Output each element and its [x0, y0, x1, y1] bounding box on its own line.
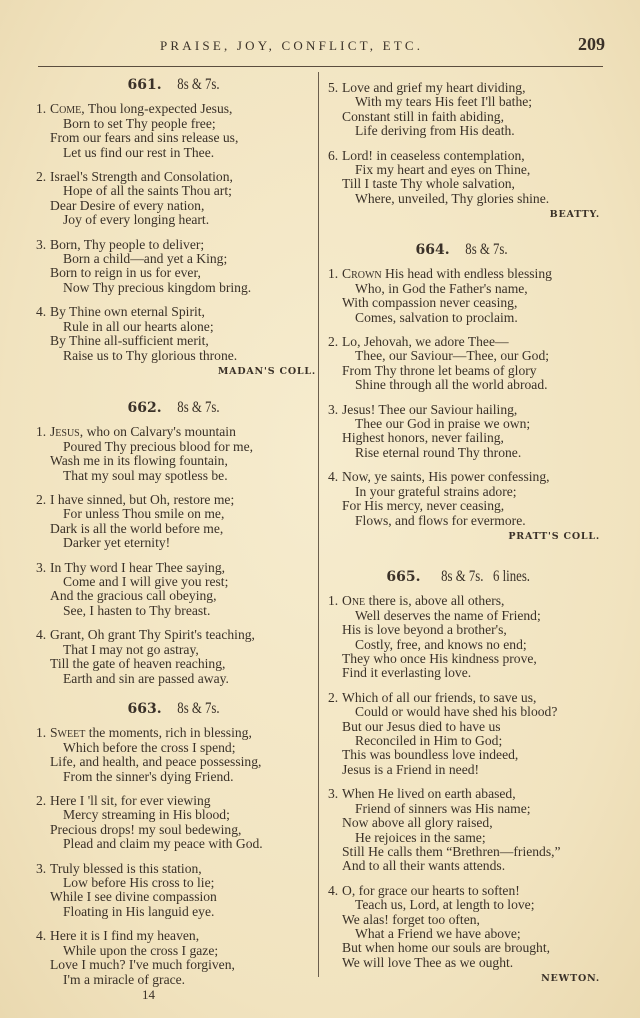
verse-line	[36, 741, 316, 755]
verse-line	[36, 440, 316, 454]
verse-line	[328, 859, 600, 873]
verse-line	[328, 884, 600, 898]
stanza-number: 5.	[328, 80, 339, 95]
verse-line	[328, 95, 600, 109]
verse-text: who on Calvary's mountain	[86, 424, 236, 440]
verse-line	[328, 816, 600, 830]
verse-text: While upon the cross I gaze;	[63, 942, 219, 958]
hymn-number: 664.	[415, 242, 450, 258]
verse-line	[328, 149, 600, 163]
verse-text: Here I 'll sit, for ever viewing	[50, 793, 211, 809]
stanza-number: 2.	[328, 689, 339, 705]
verse-line	[328, 913, 600, 927]
verse-text: Who, in God the Father's name,	[355, 280, 528, 296]
stanza	[36, 794, 316, 852]
verse-text: What a Friend we have above;	[355, 925, 521, 941]
header-rule	[38, 66, 603, 67]
stanza	[328, 81, 600, 139]
verse-text: Now Thy precious kingdom bring.	[63, 279, 252, 295]
verse-text: Love I much? I've much forgiven,	[50, 957, 235, 973]
verse-line	[328, 623, 600, 637]
verse-line	[36, 628, 316, 642]
verse-line	[36, 334, 316, 348]
stanza-number: 1.	[36, 101, 47, 117]
verse-line	[328, 335, 600, 349]
verse-line	[328, 110, 600, 124]
verse-text: Life, and health, and peace possessing,	[50, 754, 262, 770]
verse-line	[328, 763, 600, 777]
verse-text: Born to set Thy people free;	[63, 115, 216, 131]
verse-line	[36, 794, 316, 808]
hymn-heading	[36, 702, 316, 716]
stanza	[328, 884, 600, 970]
verse-text: the moments, rich in blessing,	[88, 725, 252, 741]
page-number: 209	[578, 34, 605, 54]
verse-line	[36, 238, 316, 252]
stanza-number: 4.	[328, 882, 339, 898]
verse-text: I have sinned, but Oh, restore me;	[50, 492, 235, 508]
verse-text: Joy of every longing heart.	[63, 212, 210, 228]
verse-text: Thee, our Saviour—Thee, our God;	[355, 348, 550, 364]
verse-text: Precious drops! my soul bedewing,	[50, 821, 242, 837]
stanza	[36, 493, 316, 551]
verse-text: Thou long-expected Jesus,	[87, 101, 233, 117]
verse-line	[36, 252, 316, 266]
verse-line	[328, 956, 600, 970]
stanza-number: 3.	[328, 401, 339, 417]
verse-text: Well deserves the name of Friend;	[355, 607, 541, 623]
hymn-meter: 8s & 7s.	[464, 241, 508, 258]
verse-text: His head with endless blessing	[385, 266, 552, 282]
verse-text: That I may not go astray,	[63, 641, 199, 657]
verse-line	[36, 507, 316, 521]
hymn-meter: 8s & 7s.	[176, 700, 220, 717]
verse-text: He rejoices in the same;	[355, 829, 486, 845]
hymn-author: MADAN'S COLL.	[217, 365, 316, 377]
verse-text: Born, Thy people to deliver;	[50, 236, 205, 252]
verse-line	[328, 720, 600, 734]
verse-line	[36, 266, 316, 280]
stanza-number: 1.	[36, 424, 47, 440]
hymn-number: 663.	[127, 701, 162, 717]
verse-line	[36, 146, 316, 160]
verse-text: Darker yet eternity!	[63, 535, 171, 551]
verse-line	[328, 734, 600, 748]
verse-text: Grant, Oh grant Thy Spirit's teaching,	[50, 627, 255, 643]
verse-text: Still He calls them “Brethren—friends,”	[342, 843, 561, 859]
verse-line	[36, 589, 316, 603]
verse-line	[36, 944, 316, 958]
stanza	[36, 305, 316, 363]
verse-text: Now above all glory raised,	[342, 815, 493, 831]
verse-line	[328, 282, 600, 296]
verse-text: Let us find our rest in Thee.	[63, 144, 215, 160]
hymn-heading	[36, 78, 316, 92]
verse-text: See, I hasten to Thy breast.	[63, 602, 211, 618]
verse-text: Wash me in its flowing fountain,	[50, 453, 228, 469]
verse-line	[36, 561, 316, 575]
stanza	[328, 267, 600, 325]
hymn	[36, 401, 316, 696]
stanza	[36, 726, 316, 784]
verse-text: Till I taste Thy whole salvation,	[342, 176, 515, 192]
verse-text: Which before the cross I spend;	[63, 739, 236, 755]
verse-line	[36, 117, 316, 131]
verse-line	[36, 823, 316, 837]
hymn-heading	[328, 570, 600, 584]
verse-line	[36, 199, 316, 213]
verse-text: For His mercy, never ceasing,	[342, 498, 505, 514]
verse-text: Find it everlasting love.	[342, 665, 472, 681]
verse-line	[36, 755, 316, 769]
stanza-number: 2.	[36, 793, 47, 809]
verse-line	[328, 831, 600, 845]
verse-line	[36, 425, 316, 439]
verse-line	[36, 726, 316, 740]
verse-line	[328, 349, 600, 363]
hymn-author: NEWTON.	[541, 973, 600, 985]
running-head: PRAISE, JOY, CONFLICT, ETC.	[160, 38, 424, 53]
verse-text: Costly, free, and knows no end;	[355, 636, 527, 652]
verse-line	[36, 349, 316, 363]
verse-text: Life deriving from His death.	[355, 123, 515, 139]
verse-line	[328, 638, 600, 652]
verse-text: Reconciled in Him to God;	[355, 733, 503, 749]
stanza-number: 3.	[36, 236, 47, 252]
verse-line	[36, 876, 316, 890]
verse-text: While I see divine compassion	[50, 889, 217, 905]
verse-line	[328, 417, 600, 431]
verse-line	[328, 267, 600, 281]
stanza	[328, 149, 600, 207]
lead-word: Sweet	[50, 725, 86, 741]
verse-text: They who once His kindness prove,	[342, 651, 537, 667]
verse-text: We alas! forget too often,	[342, 911, 480, 927]
verse-text: Hope of all the saints Thou art;	[63, 183, 232, 199]
verse-line	[36, 213, 316, 227]
stanza-number: 3.	[328, 786, 339, 802]
verse-text: Poured Thy precious blood for me,	[63, 438, 254, 454]
verse-text: But our Jesus died to have us	[342, 718, 501, 734]
hymn-number: 662.	[127, 400, 162, 416]
verse-text: By Thine own eternal Spirit,	[50, 304, 205, 320]
lead-word: Crown	[342, 266, 382, 282]
verse-line	[36, 657, 316, 671]
verse-line	[328, 705, 600, 719]
verse-text: Now, ye saints, His power confessing,	[342, 469, 550, 485]
verse-text: Thee our God in praise we own;	[355, 416, 531, 432]
hymn-meter: 8s & 7s.	[176, 399, 220, 416]
stanza	[36, 102, 316, 160]
hymn-heading	[36, 401, 316, 415]
verse-text: Lord! in ceaseless contemplation,	[342, 147, 525, 163]
verse-line	[328, 802, 600, 816]
hymn	[36, 702, 316, 997]
verse-text: Plead and claim my peace with God.	[63, 836, 263, 852]
verse-text: Where, unveiled, Thy glories shine.	[355, 190, 550, 206]
verse-line	[36, 469, 316, 483]
verse-text: Fix my heart and eyes on Thine,	[355, 162, 531, 178]
verse-line	[328, 364, 600, 378]
verse-text: Till the gate of heaven reaching,	[50, 656, 226, 672]
column-divider	[318, 72, 319, 977]
verse-text: Highest honors, never failing,	[342, 430, 504, 446]
verse-line	[328, 609, 600, 623]
verse-text: Lo, Jehovah, we adore Thee—	[342, 334, 509, 350]
stanza-number: 4.	[328, 469, 339, 485]
verse-line	[328, 403, 600, 417]
stanza	[328, 787, 600, 873]
verse-line	[36, 184, 316, 198]
verse-text: Here it is I find my heaven,	[50, 928, 200, 944]
verse-text: Dear Desire of every nation,	[50, 197, 205, 213]
stanza-number: 4.	[36, 304, 47, 320]
verse-line	[36, 170, 316, 184]
verse-line	[328, 652, 600, 666]
verse-text: Truly blessed is this station,	[50, 860, 202, 876]
stanza	[328, 594, 600, 680]
verse-text: there is, above all others,	[368, 593, 505, 609]
verse-text: His is love beyond a brother's,	[342, 622, 507, 638]
verse-text: Flows, and flows for evermore.	[355, 512, 526, 528]
stanza	[36, 628, 316, 686]
verse-line	[36, 131, 316, 145]
verse-text: Floating in His languid eye.	[63, 903, 215, 919]
verse-text: Constant still in faith abiding,	[342, 108, 504, 124]
verse-text: With my tears His feet I'll bathe;	[355, 94, 533, 110]
stanza-number: 6.	[328, 147, 339, 163]
verse-line	[36, 643, 316, 657]
verse-text: Come and I will give you rest;	[63, 574, 229, 590]
verse-line	[36, 770, 316, 784]
verse-text: That my soul may spotless be.	[63, 467, 228, 483]
verse-text: When He lived on earth abased,	[342, 786, 516, 802]
hymn-author: BEATTY.	[549, 209, 600, 221]
verse-text: Born a child—and yet a King;	[63, 251, 228, 267]
stanza	[36, 929, 316, 987]
stanza	[36, 425, 316, 483]
hymn	[328, 570, 600, 995]
verse-line	[36, 905, 316, 919]
verse-line	[36, 536, 316, 550]
verse-text: Born to reign in us for ever,	[50, 265, 201, 281]
verse-line	[36, 320, 316, 334]
verse-text: O, for grace our hearts to soften!	[342, 882, 520, 898]
verse-text: Mercy streaming in His blood;	[63, 807, 230, 823]
verse-text: Earth and sin are passed away.	[63, 670, 229, 686]
verse-text: Could or would have shed his blood?	[355, 704, 558, 720]
verse-line	[328, 192, 600, 206]
verse-line	[36, 672, 316, 686]
verse-text: We will love Thee as we ought.	[342, 954, 514, 970]
stanza-number: 2.	[36, 492, 47, 508]
verse-line	[328, 163, 600, 177]
stanza	[328, 403, 600, 461]
hymn	[36, 78, 316, 387]
verse-text: Friend of sinners was His name;	[355, 800, 531, 816]
stanza-number: 1.	[328, 266, 339, 282]
left-column	[36, 76, 316, 987]
stanza	[328, 470, 600, 528]
hymn-meter: 8s & 7s. 6 lines.	[441, 568, 531, 585]
verse-text: This was boundless love indeed,	[342, 747, 519, 763]
stanza-number: 1.	[328, 593, 339, 609]
verse-line	[328, 845, 600, 859]
stanza	[36, 170, 316, 228]
verse-line	[36, 958, 316, 972]
lead-word: Come,	[50, 101, 85, 117]
verse-text: Raise us to Thy glorious throne.	[63, 347, 238, 363]
verse-text: For unless Thou smile on me,	[63, 506, 225, 522]
lead-word: One	[342, 593, 366, 609]
verse-text: Rule in all our hearts alone;	[63, 318, 214, 334]
verse-line	[36, 862, 316, 876]
stanza-number: 1.	[36, 725, 47, 741]
verse-text: Rise eternal round Thy throne.	[355, 444, 522, 460]
verse-text: Low before His cross to lie;	[63, 875, 215, 891]
verse-text: Dark is all the world before me,	[50, 520, 224, 536]
verse-text: Teach us, Lord, at length to love;	[355, 897, 535, 913]
verse-line	[328, 927, 600, 941]
verse-line	[328, 787, 600, 801]
verse-text: I'm a miracle of grace.	[63, 971, 186, 987]
verse-line	[328, 431, 600, 445]
verse-line	[36, 454, 316, 468]
verse-line	[328, 311, 600, 325]
verse-text: With compassion never ceasing,	[342, 295, 518, 311]
hymn-number: 665.	[386, 569, 421, 585]
hymn-number: 661.	[127, 77, 162, 93]
verse-line	[328, 898, 600, 912]
verse-line	[328, 748, 600, 762]
stanza-number: 3.	[36, 860, 47, 876]
verse-line	[328, 378, 600, 392]
verse-line	[328, 691, 600, 705]
verse-text: And to all their wants attends.	[342, 858, 506, 874]
stanza-number: 2.	[328, 334, 339, 350]
verse-line	[36, 575, 316, 589]
verse-line	[328, 941, 600, 955]
verse-line	[36, 281, 316, 295]
stanza	[36, 862, 316, 920]
hymn	[328, 243, 600, 552]
verse-line	[36, 837, 316, 851]
stanza	[328, 691, 600, 777]
verse-text: From our fears and sins release us,	[50, 130, 239, 146]
verse-text: Jesus! Thee our Saviour hailing,	[342, 401, 518, 417]
stanza-number: 2.	[36, 169, 47, 185]
stanza	[36, 561, 316, 619]
verse-line	[328, 666, 600, 680]
hymn-meter: 8s & 7s.	[176, 76, 220, 93]
verse-text: In your grateful strains adore;	[355, 483, 517, 499]
verse-line	[36, 522, 316, 536]
right-column	[328, 80, 600, 985]
verse-line	[36, 808, 316, 822]
verse-line	[328, 499, 600, 513]
stanza-number: 4.	[36, 627, 47, 643]
verse-text: From Thy throne let beams of glory	[342, 362, 537, 378]
verse-line	[36, 102, 316, 116]
hymn-heading	[328, 243, 600, 257]
signature-mark: 14	[142, 987, 155, 1002]
verse-line	[328, 81, 600, 95]
verse-line	[328, 177, 600, 191]
stanza	[36, 238, 316, 296]
verse-text: Shine through all the world abroad.	[355, 377, 548, 393]
verse-text: But when home our souls are brought,	[342, 940, 551, 956]
verse-line	[36, 929, 316, 943]
verse-text: In Thy word I hear Thee saying,	[50, 559, 226, 575]
verse-line	[36, 305, 316, 319]
hymn	[328, 81, 600, 231]
verse-line	[328, 485, 600, 499]
verse-line	[36, 604, 316, 618]
verse-line	[328, 514, 600, 528]
verse-text: Jesus is a Friend in need!	[342, 761, 480, 777]
stanza-number: 4.	[36, 928, 47, 944]
verse-text: From the sinner's dying Friend.	[63, 768, 234, 784]
verse-line	[328, 296, 600, 310]
verse-line	[328, 594, 600, 608]
verse-text: And the gracious call obeying,	[50, 588, 217, 604]
verse-text: Love and grief my heart dividing,	[342, 80, 526, 95]
verse-text: Israel's Strength and Consolation,	[50, 169, 233, 185]
verse-text: By Thine all-sufficient merit,	[50, 333, 209, 349]
hymn-author: PRATT'S COLL.	[508, 530, 600, 542]
lead-word: Jesus,	[50, 424, 84, 440]
stanza	[328, 335, 600, 393]
verse-text: Comes, salvation to proclaim.	[355, 309, 518, 325]
verse-line	[328, 446, 600, 460]
verse-line	[36, 493, 316, 507]
verse-line	[36, 973, 316, 987]
verse-line	[36, 890, 316, 904]
stanza-number: 3.	[36, 559, 47, 575]
verse-line	[328, 470, 600, 484]
verse-text: Which of all our friends, to save us,	[342, 689, 537, 705]
verse-line	[328, 124, 600, 138]
